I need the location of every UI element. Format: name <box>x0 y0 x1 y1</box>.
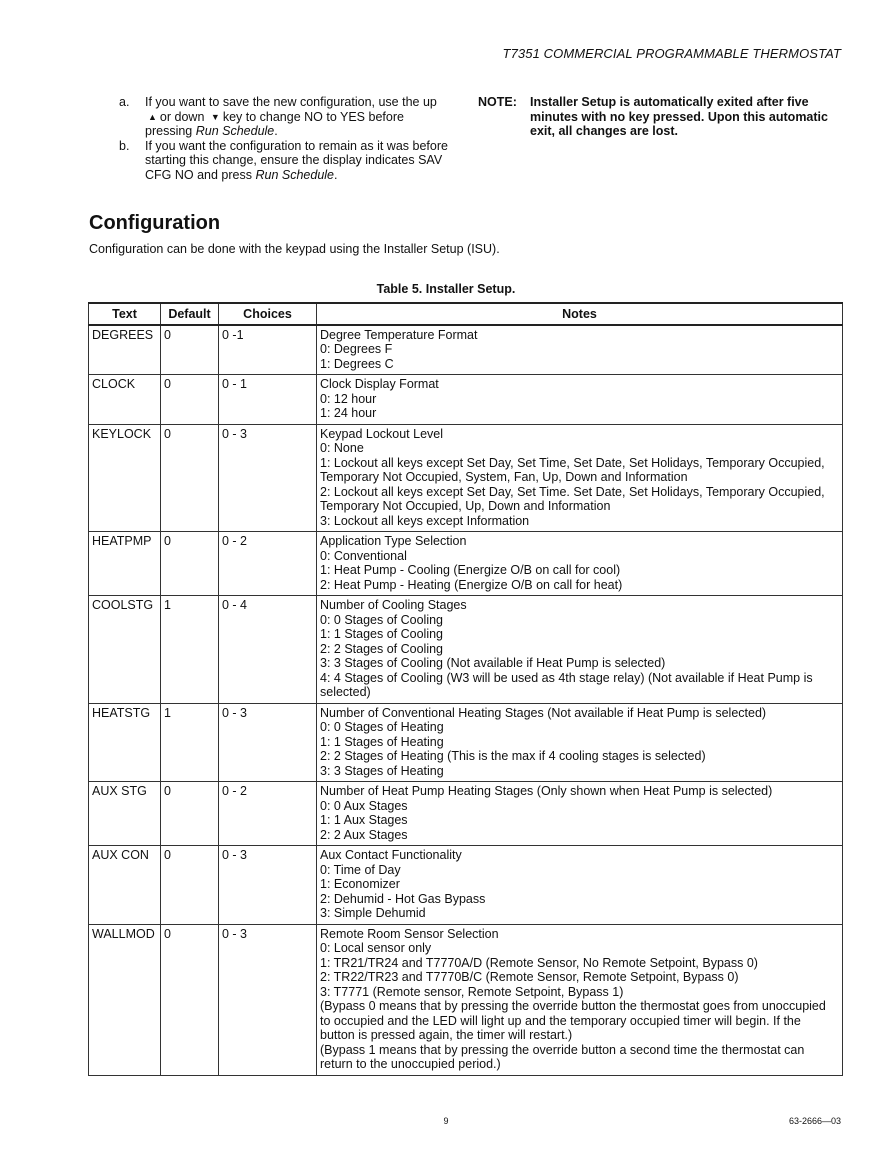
cell-default: 0 <box>161 532 219 596</box>
cell-default: 0 <box>161 846 219 925</box>
step-a-text-2: or down <box>159 109 205 124</box>
step-a <box>119 95 449 139</box>
note-line: 0: 0 Stages of Cooling <box>320 612 443 627</box>
cell-text: DEGREES <box>89 325 161 375</box>
cell-default: 0 <box>161 782 219 846</box>
step-b-end: . <box>334 167 338 182</box>
note-line: 2: TR22/TR23 and T7770B/C (Remote Sensor, Remote Setpoint, Bypass 0) <box>320 970 739 984</box>
note-line: 3: 3 Stages of Heating <box>320 763 444 778</box>
note-line: 0: Conventional <box>320 548 407 563</box>
step-text <box>145 139 449 183</box>
note-line: 3: T7771 (Remote sensor, Remote Setpoint, Bypass 1) <box>320 984 624 999</box>
note-line: 0: 0 Stages of Heating <box>320 720 444 734</box>
note-line: 0: Degrees F <box>320 342 393 356</box>
note-line: 1: 1 Aux Stages <box>320 813 408 827</box>
note-line: 0: Local sensor only <box>320 941 432 955</box>
installer-setup-note <box>478 95 843 139</box>
note-line: 3: Lockout all keys except Information <box>320 513 530 528</box>
note-line: 1: 1 Stages of Heating <box>320 734 444 749</box>
column-header-notes: Notes <box>317 303 843 325</box>
note-line: 0: 0 Aux Stages <box>320 798 408 813</box>
cell-choices: 0 - 3 <box>219 924 317 1075</box>
cell-default: 1 <box>161 596 219 704</box>
step-a-text-3: key to change NO to YES before pressing <box>145 109 404 138</box>
cell-choices: 0 - 2 <box>219 782 317 846</box>
cell-default: 0 <box>161 325 219 375</box>
installer-setup-table <box>88 302 843 1076</box>
cell-notes <box>317 325 843 375</box>
note-line: 0: None <box>320 441 364 455</box>
running-header: T7351 COMMERCIAL PROGRAMMABLE THERMOSTAT <box>502 46 841 61</box>
note-line: 1: 24 hour <box>320 406 377 420</box>
step-letter: a. <box>119 95 130 109</box>
cell-text: WALLMOD <box>89 924 161 1075</box>
note-line: 1: Lockout all keys except Set Day, Set Time, Set Date, Set Holidays, Temporary Occupied, Temporary Not Occupied, System, Fan, Up, Down and Information <box>320 455 825 484</box>
table-row <box>89 532 843 596</box>
column-header-choices: Choices <box>219 303 317 325</box>
cell-notes <box>317 424 843 532</box>
note-line: 3: 3 Stages of Cooling (Not available if Heat Pump is selected) <box>320 656 666 670</box>
note-line: Degree Temperature Format <box>320 327 478 342</box>
cell-notes <box>317 782 843 846</box>
table-row <box>89 596 843 704</box>
table-row <box>89 325 843 375</box>
note-line: 2: Dehumid - Hot Gas Bypass <box>320 891 486 906</box>
page-number: 9 <box>443 1116 449 1126</box>
note-line: (Bypass 0 means that by pressing the override button the thermostat goes from unoccupied to occupied and the LED will light up and the temporary occupied timer will begin. If the button is pressed again, the timer will restart.) <box>320 999 826 1042</box>
cell-text: HEATPMP <box>89 532 161 596</box>
note-text: Installer Setup is automatically exited after five minutes with no key pressed. Upon this automatic exit, all changes are lost. <box>530 95 828 138</box>
up-triangle-icon: ▲ <box>148 111 157 122</box>
cell-choices: 0 - 3 <box>219 703 317 782</box>
note-line: 1: Economizer <box>320 877 400 891</box>
note-label: NOTE: <box>478 95 517 109</box>
cell-text: AUX CON <box>89 846 161 925</box>
note-line: 2: 2 Stages of Cooling <box>320 641 443 656</box>
section-intro: Configuration can be done with the keypad using the Installer Setup (ISU). <box>89 242 500 256</box>
cell-default: 0 <box>161 424 219 532</box>
note-line: 3: Simple Dehumid <box>320 906 426 920</box>
note-line: 1: 1 Stages of Cooling <box>320 627 443 641</box>
column-header-text: Text <box>89 303 161 325</box>
down-triangle-icon: ▼ <box>210 111 220 122</box>
note-line: Number of Heat Pump Heating Stages (Only shown when Heat Pump is selected) <box>320 784 773 798</box>
section-title: Configuration <box>89 212 221 234</box>
step-b <box>119 139 449 183</box>
note-line: 1: TR21/TR24 and T7770A/D (Remote Sensor, No Remote Setpoint, Bypass 0) <box>320 955 758 970</box>
cell-choices: 0 -1 <box>219 325 317 375</box>
cell-text: KEYLOCK <box>89 424 161 532</box>
step-a-text-1: If you want to save the new configuration, use the up <box>145 95 437 109</box>
note-line: Number of Cooling Stages <box>320 598 467 612</box>
note-line: 2: Heat Pump - Heating (Energize O/B on call for heat) <box>320 577 623 592</box>
cell-text: HEATSTG <box>89 703 161 782</box>
note-line: 2: 2 Stages of Heating (This is the max if 4 cooling stages is selected) <box>320 749 706 763</box>
column-header-default: Default <box>161 303 219 325</box>
cell-text: CLOCK <box>89 375 161 425</box>
cell-choices: 0 - 3 <box>219 846 317 925</box>
note-line: Clock Display Format <box>320 377 439 391</box>
run-schedule-key-name: Run Schedule <box>195 124 275 138</box>
step-b-text-1: If you want the configuration to remain as it was before starting this change, ensure the display indicates SAV CFG NO and press <box>145 138 448 182</box>
cell-choices: 0 - 3 <box>219 424 317 532</box>
cell-text: COOLSTG <box>89 596 161 704</box>
note-line: Aux Contact Functionality <box>320 848 462 862</box>
note-line: 2: 2 Aux Stages <box>320 827 408 842</box>
note-line: Application Type Selection <box>320 534 467 548</box>
note-line: Remote Room Sensor Selection <box>320 926 499 941</box>
table-body <box>89 325 843 1076</box>
note-line: 1: Heat Pump - Cooling (Energize O/B on call for cool) <box>320 563 621 577</box>
cell-choices: 0 - 2 <box>219 532 317 596</box>
note-line: 4: 4 Stages of Cooling (W3 will be used as 4th stage relay) (Not available if Heat Pump is selected) <box>320 670 813 699</box>
table-row <box>89 924 843 1075</box>
table-row <box>89 782 843 846</box>
save-steps <box>119 95 449 182</box>
step-text <box>145 95 449 139</box>
cell-default: 0 <box>161 924 219 1075</box>
table-caption: Table 5. Installer Setup. <box>376 282 516 296</box>
note-line: Keypad Lockout Level <box>320 426 444 441</box>
table-row <box>89 375 843 425</box>
cell-notes <box>317 375 843 425</box>
note-line: 0: 12 hour <box>320 391 377 406</box>
note-line: 1: Degrees C <box>320 356 394 371</box>
cell-notes <box>317 532 843 596</box>
cell-choices: 0 - 1 <box>219 375 317 425</box>
cell-default: 1 <box>161 703 219 782</box>
cell-default: 0 <box>161 375 219 425</box>
cell-choices: 0 - 4 <box>219 596 317 704</box>
note-line: 0: Time of Day <box>320 862 401 877</box>
table-row <box>89 703 843 782</box>
document-code: 63-2666—03 <box>788 1116 841 1126</box>
cell-notes <box>317 596 843 704</box>
run-schedule-key-name: Run Schedule <box>255 167 334 182</box>
table-header-row <box>89 303 843 325</box>
step-letter: b. <box>119 138 130 153</box>
cell-notes <box>317 846 843 925</box>
cell-notes <box>317 703 843 782</box>
note-line: 2: Lockout all keys except Set Day, Set Time. Set Date, Set Holidays, Temporary Occupied, Temporary Not Occupied, Up, Down and Information <box>320 484 825 513</box>
table-row <box>89 846 843 925</box>
note-line: (Bypass 1 means that by pressing the override button a second time the thermostat can return to the unoccupied period.) <box>320 1042 805 1071</box>
step-a-end: . <box>274 124 278 138</box>
note-line: Number of Conventional Heating Stages (Not available if Heat Pump is selected) <box>320 705 767 720</box>
cell-text: AUX STG <box>89 782 161 846</box>
table-row <box>89 424 843 532</box>
cell-notes <box>317 924 843 1075</box>
